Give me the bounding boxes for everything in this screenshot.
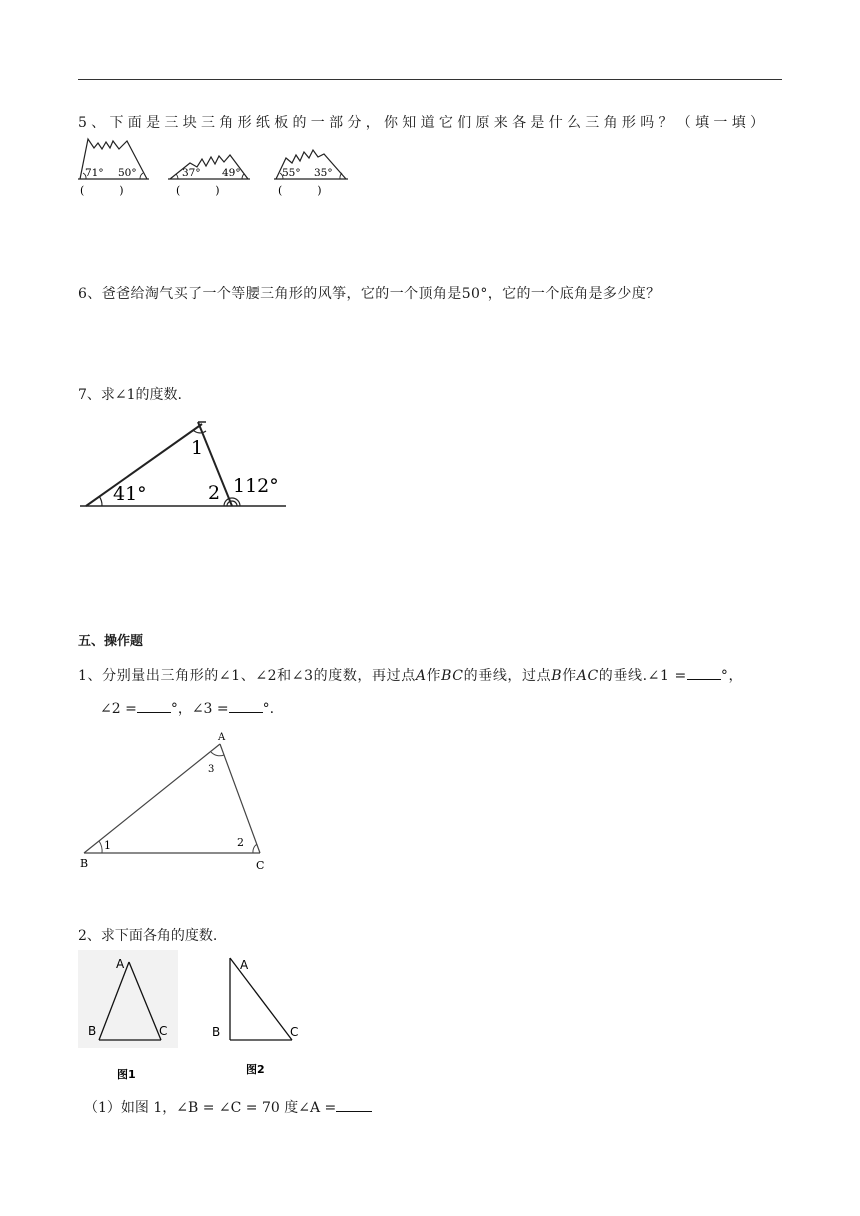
fig1-vertex-a: A	[116, 957, 125, 971]
fig2-caption: 图2	[246, 1063, 265, 1076]
figure-1-isosceles-triangle	[78, 950, 178, 1084]
angle-a-answer-blank[interactable]	[336, 1099, 372, 1112]
op1-mid-4: 的垂线.∠1 =	[598, 668, 687, 684]
vertex-label-b: B	[80, 857, 89, 870]
vertex-label-c: C	[256, 859, 265, 872]
question-6-text: 6、爸爸给淘气买了一个等腰三角形的风筝，它的一个顶角是50°，它的一个底角是多少度？	[78, 286, 661, 302]
operation-2-text: 2、求下面各角的度数.	[78, 928, 218, 944]
piece-1-right-angle: 50°	[118, 167, 137, 179]
op1-end-mark: °.	[262, 701, 275, 717]
sub1-prefix: （1）如图 1，∠B = ∠C = 70 度∠A =	[84, 1100, 337, 1116]
fig1-vertex-c: C	[159, 1024, 168, 1038]
fig2-vertex-c: C	[290, 1025, 299, 1039]
angle-number-1: 1	[104, 839, 111, 852]
piece-3-answer-blank[interactable]: ( )	[278, 184, 322, 197]
operation-1-line-2	[100, 698, 274, 718]
angle-number-2: 2	[237, 836, 244, 849]
angle-112-label: 112°	[233, 475, 279, 497]
fig2-vertex-b: B	[212, 1025, 221, 1039]
question-5-text: 5、下面是三块三角形纸板的一部分，你知道它们原来各是什么三角形吗？（填一填）	[78, 115, 769, 131]
angle-label-1: 1	[191, 437, 204, 459]
header-rule	[78, 79, 782, 80]
question-7-text: 7、求∠1的度数.	[78, 387, 182, 403]
angle-1-answer-blank[interactable]	[687, 667, 721, 680]
section-title: 五、操作题	[78, 634, 144, 649]
piece-1-answer-blank[interactable]: ( )	[80, 184, 124, 197]
op1-mid-1: 作	[426, 668, 442, 684]
angle-1-figure	[80, 418, 290, 514]
triangle-piece-2	[168, 155, 250, 197]
op1-angle-3-label: °，∠3 =	[170, 701, 229, 717]
vertex-label-a: A	[218, 732, 226, 743]
operation-2-subquestion-1	[84, 1097, 372, 1117]
triangle-piece-3	[274, 150, 348, 197]
op1-degree-mark: °，	[720, 668, 744, 684]
operation-1-text	[78, 665, 743, 685]
piece-2-answer-blank[interactable]: ( )	[176, 184, 220, 197]
fig1-vertex-b: B	[88, 1024, 97, 1038]
op1-angle-2-label: ∠2 =	[100, 701, 137, 717]
angle-41-label: 41°	[113, 483, 147, 505]
angle-3-answer-blank[interactable]	[229, 700, 263, 713]
triangle-piece-1	[78, 139, 149, 197]
op1-prefix: 1、分别量出三角形的∠1、∠2和∠3的度数，再过点	[78, 668, 416, 684]
op1-point-a: A	[415, 668, 427, 684]
op1-point-b: B	[551, 668, 563, 684]
angle-label-2: 2	[208, 482, 221, 504]
op1-mid-2: 的垂线，过点	[463, 668, 552, 684]
angle-2-answer-blank[interactable]	[137, 700, 171, 713]
op1-segment-bc: BC	[441, 668, 464, 684]
piece-3-right-angle: 35°	[314, 167, 333, 179]
angle-number-3: 3	[208, 764, 215, 775]
piece-2-right-angle: 49°	[222, 167, 241, 179]
triangle-abc-figure	[78, 728, 278, 874]
triangle-pieces-figure	[78, 136, 358, 200]
piece-2-left-angle: 37°	[182, 167, 201, 179]
fig2-vertex-a: A	[240, 958, 249, 972]
op1-segment-ac: AC	[576, 668, 599, 684]
fig1-caption: 图1	[117, 1068, 136, 1081]
piece-3-left-angle: 55°	[282, 167, 301, 179]
piece-1-left-angle: 71°	[85, 167, 104, 179]
op1-mid-3: 作	[562, 668, 577, 684]
figure-2-right-triangle	[210, 954, 310, 1084]
